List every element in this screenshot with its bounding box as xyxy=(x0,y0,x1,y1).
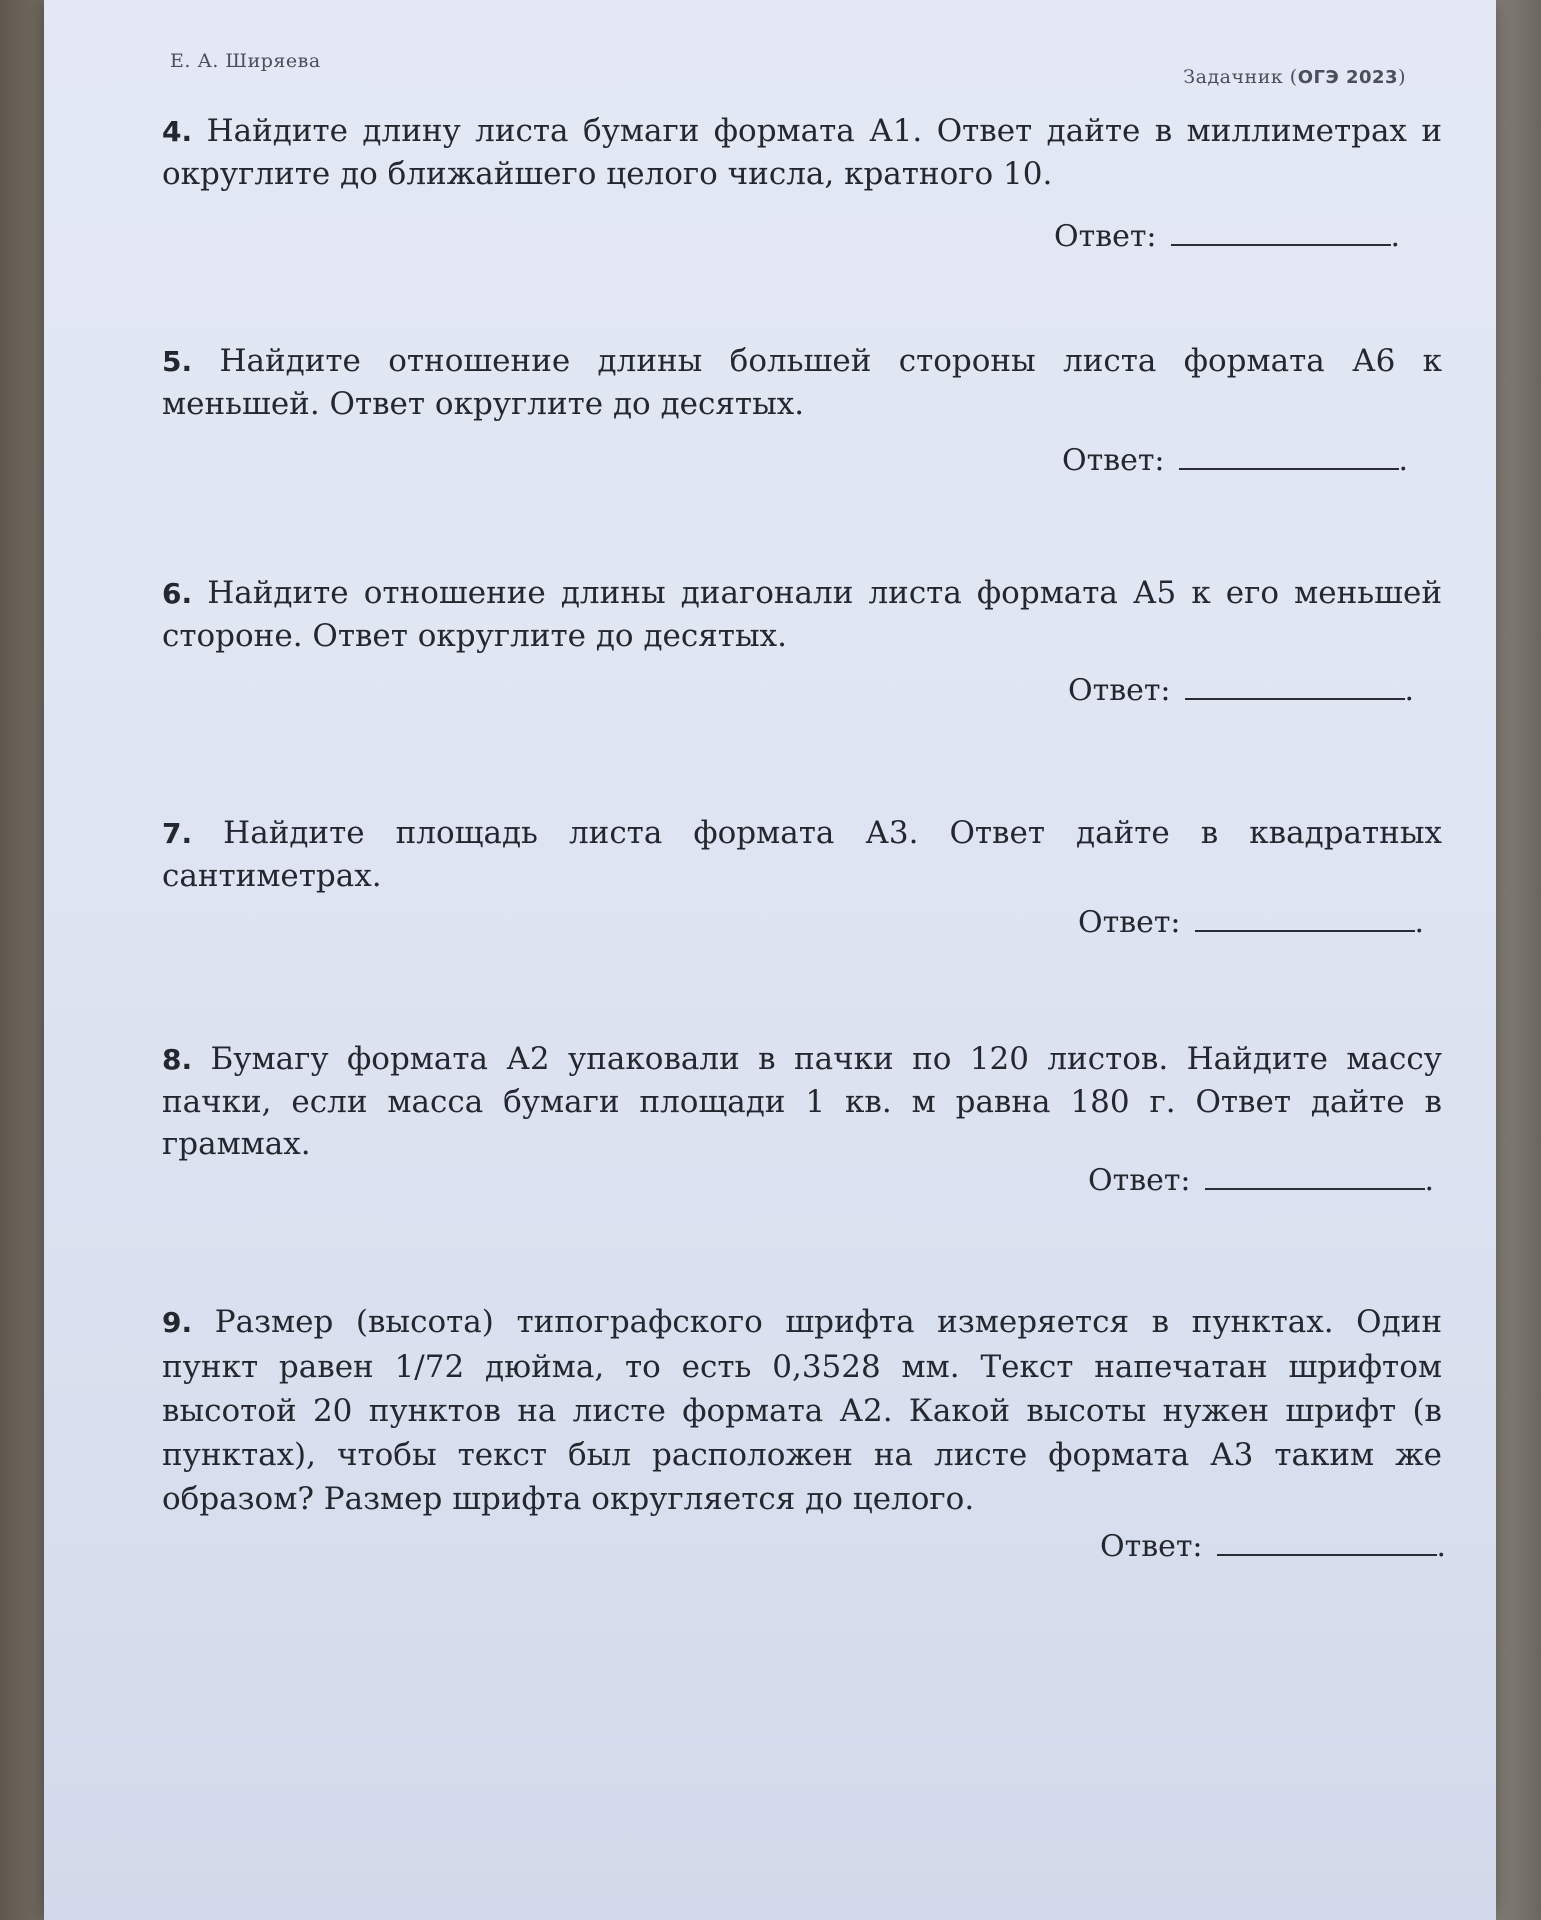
header-author: Е. А. Ширяева xyxy=(170,50,321,72)
task-7-answer-label: Ответ: xyxy=(1078,905,1181,940)
task-8-answer-dot: . xyxy=(1424,1163,1435,1198)
task-6-answer-label: Ответ: xyxy=(1068,673,1171,708)
task-7-body: Найдите площадь листа формата А3. Ответ дайте в квадратных сантиметрах. xyxy=(162,815,1442,894)
task-7 xyxy=(162,812,1442,897)
task-6-number: 6. xyxy=(162,577,193,610)
task-9-text xyxy=(162,1300,1442,1521)
task-9-answer-label: Ответ: xyxy=(1100,1529,1203,1564)
task-5-answer-dot: . xyxy=(1398,443,1409,478)
task-9 xyxy=(162,1300,1442,1521)
task-8-answer xyxy=(1088,1162,1434,1198)
task-8-body: Бумагу формата А2 упаковали в пачки по 120 листов. Найдите массу пачки, если масса бумаги площади 1 кв. м равна 180 г. Ответ дайте в граммах. xyxy=(162,1041,1442,1162)
header-book-title xyxy=(1183,66,1406,88)
task-8-answer-field[interactable] xyxy=(1205,1162,1425,1190)
task-4-answer-dot: . xyxy=(1390,219,1401,254)
task-9-number: 9. xyxy=(162,1306,193,1339)
task-5-text xyxy=(162,340,1442,425)
task-4 xyxy=(162,110,1442,195)
task-7-answer xyxy=(1078,904,1424,940)
backdrop-right xyxy=(1491,0,1541,1920)
task-4-answer-label: Ответ: xyxy=(1054,219,1157,254)
task-7-text xyxy=(162,812,1442,897)
task-4-answer-field[interactable] xyxy=(1171,218,1391,246)
header-book-bold: ОГЭ 2023 xyxy=(1297,67,1399,88)
task-6-text xyxy=(162,572,1442,657)
task-7-answer-dot: . xyxy=(1414,905,1425,940)
task-8-answer-label: Ответ: xyxy=(1088,1163,1191,1198)
task-7-number: 7. xyxy=(162,817,193,850)
task-6-body: Найдите отношение длины диагонали листа формата А5 к его меньшей стороне. Ответ округлите до десятых. xyxy=(162,575,1442,654)
task-5-answer xyxy=(1062,442,1408,478)
task-5 xyxy=(162,340,1442,425)
task-9-body: Размер (высота) типографского шрифта измеряется в пунктах. Один пункт равен 1/72 дюйма, то есть 0,3528 мм. Текст напечатан шрифтом высотой 20 пунктов на листе формата А2. Какой высоты нужен шрифт (в пунктах), чтобы текст был расположен на листе формата А3 таким же образом? Размер шрифта округляется до целого. xyxy=(162,1304,1442,1517)
task-6 xyxy=(162,572,1442,657)
paper-sheet xyxy=(44,0,1496,1920)
task-6-answer-dot: . xyxy=(1404,673,1415,708)
task-5-answer-label: Ответ: xyxy=(1062,443,1165,478)
task-4-body: Найдите длину листа бумаги формата А1. Ответ дайте в миллиметрах и округлите до ближайшего целого числа, кратного 10. xyxy=(162,113,1443,192)
task-5-answer-field[interactable] xyxy=(1179,442,1399,470)
task-4-answer xyxy=(1054,218,1400,254)
header-book-prefix: Задачник ( xyxy=(1183,66,1298,88)
task-7-answer-field[interactable] xyxy=(1195,904,1415,932)
task-8-text xyxy=(162,1038,1442,1165)
task-4-number: 4. xyxy=(162,115,193,148)
task-9-answer-field[interactable] xyxy=(1217,1528,1437,1556)
task-8-number: 8. xyxy=(162,1043,193,1076)
task-4-text xyxy=(162,110,1442,195)
task-9-answer xyxy=(1100,1528,1446,1564)
task-5-number: 5. xyxy=(162,345,193,378)
task-8 xyxy=(162,1038,1442,1165)
task-5-body: Найдите отношение длины большей стороны листа формата А6 к меньшей. Ответ округлите до десятых. xyxy=(162,343,1442,422)
task-9-answer-dot: . xyxy=(1436,1529,1447,1564)
task-6-answer xyxy=(1068,672,1414,708)
task-6-answer-field[interactable] xyxy=(1185,672,1405,700)
header-book-suffix: ) xyxy=(1398,66,1406,88)
